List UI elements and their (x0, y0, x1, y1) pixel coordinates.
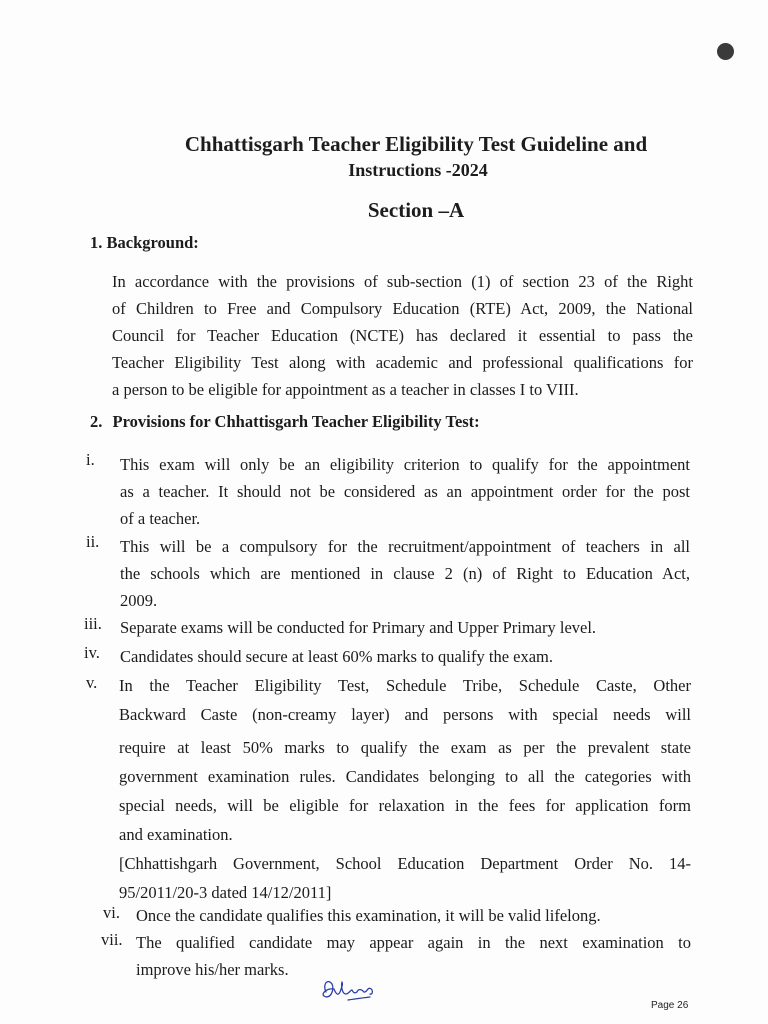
list-item-numeral: v. (86, 673, 98, 692)
item-line: In the Teacher Eligibility Test, Schedule Tribe, Schedule Caste, Other (119, 676, 691, 695)
item-line: and examination. (119, 825, 233, 844)
document-subtitle: Instructions -2024 (348, 160, 488, 180)
paragraph-line: Council for Teacher Education (NCTE) has declared it essential to pass the (112, 326, 693, 345)
item-line: the schools which are mentioned in clause 2 (n) of Right to Education Act, (120, 564, 690, 583)
document-title: Chhattisgarh Teacher Eligibility Test Guideline and (184, 132, 648, 156)
background-paragraph (112, 268, 693, 403)
paragraph-line: a person to be eligible for appointment as a teacher in classes I to VIII. (112, 380, 579, 399)
item-line: Backward Caste (non-creamy layer) and persons with special needs will (119, 705, 691, 724)
list-item-numeral: iv. (84, 643, 100, 662)
paragraph-line: Teacher Eligibility Test along with academic and professional qualifications for (112, 353, 693, 372)
list-item-text (119, 671, 691, 907)
list-item-text (136, 929, 691, 983)
provisions-heading-label: Provisions for Chhattisgarh Teacher Eligibility Test: (112, 412, 480, 431)
item-line: of a teacher. (120, 509, 201, 528)
item-line: Once the candidate qualifies this examination, it will be valid lifelong. (136, 906, 601, 925)
item-line: The qualified candidate may appear again in the next examination to (136, 933, 691, 952)
list-item-text (120, 533, 690, 614)
item-line: [Chhattishgarh Government, School Education Department Order No. 14- (119, 854, 691, 873)
item-line: This will be a compulsory for the recruitment/appointment of teachers in all (120, 537, 690, 556)
list-item-numeral: ii. (86, 532, 100, 551)
item-line: as a teacher. It should not be considered as an appointment order for the post (120, 482, 690, 501)
item-line: Separate exams will be conducted for Primary and Upper Primary level. (120, 618, 597, 637)
background-heading (90, 233, 199, 253)
paragraph-line: of Children to Free and Compulsory Education (RTE) Act, 2009, the National (112, 299, 693, 318)
list-item-numeral: vi. (103, 903, 120, 922)
item-line: This exam will only be an eligibility criterion to qualify for the appointment (120, 455, 690, 474)
page-number: Page 26 (651, 1000, 689, 1011)
item-line: improve his/her marks. (136, 960, 289, 979)
item-line: government examination rules. Candidates belonging to all the categories with (119, 767, 691, 786)
list-item-numeral: i. (86, 450, 95, 469)
list-item-numeral: vii. (101, 930, 123, 949)
background-heading-label: Background: (106, 233, 199, 252)
item-line: 95/2011/20-3 dated 14/12/2011] (119, 883, 332, 902)
background-number: 1. (90, 233, 103, 252)
paragraph-line: In accordance with the provisions of sub-section (1) of section 23 of the Right (112, 272, 693, 291)
item-line: special needs, will be eligible for relaxation in the fees for application form (119, 796, 691, 815)
list-item-text (136, 902, 691, 929)
item-line: 2009. (120, 591, 158, 610)
provisions-heading (90, 412, 480, 432)
list-item-numeral: iii. (84, 614, 102, 633)
list-item-text (120, 614, 690, 641)
list-item-text (120, 451, 690, 532)
list-item-text (120, 643, 690, 670)
punch-hole (717, 43, 734, 60)
signature-icon (318, 970, 384, 1010)
item-line: Candidates should secure at least 60% marks to qualify the exam. (120, 647, 554, 666)
provisions-number: 2. (90, 412, 103, 431)
item-line: require at least 50% marks to qualify the exam as per the prevalent state (119, 738, 691, 757)
section-heading: Section –A (367, 198, 465, 222)
